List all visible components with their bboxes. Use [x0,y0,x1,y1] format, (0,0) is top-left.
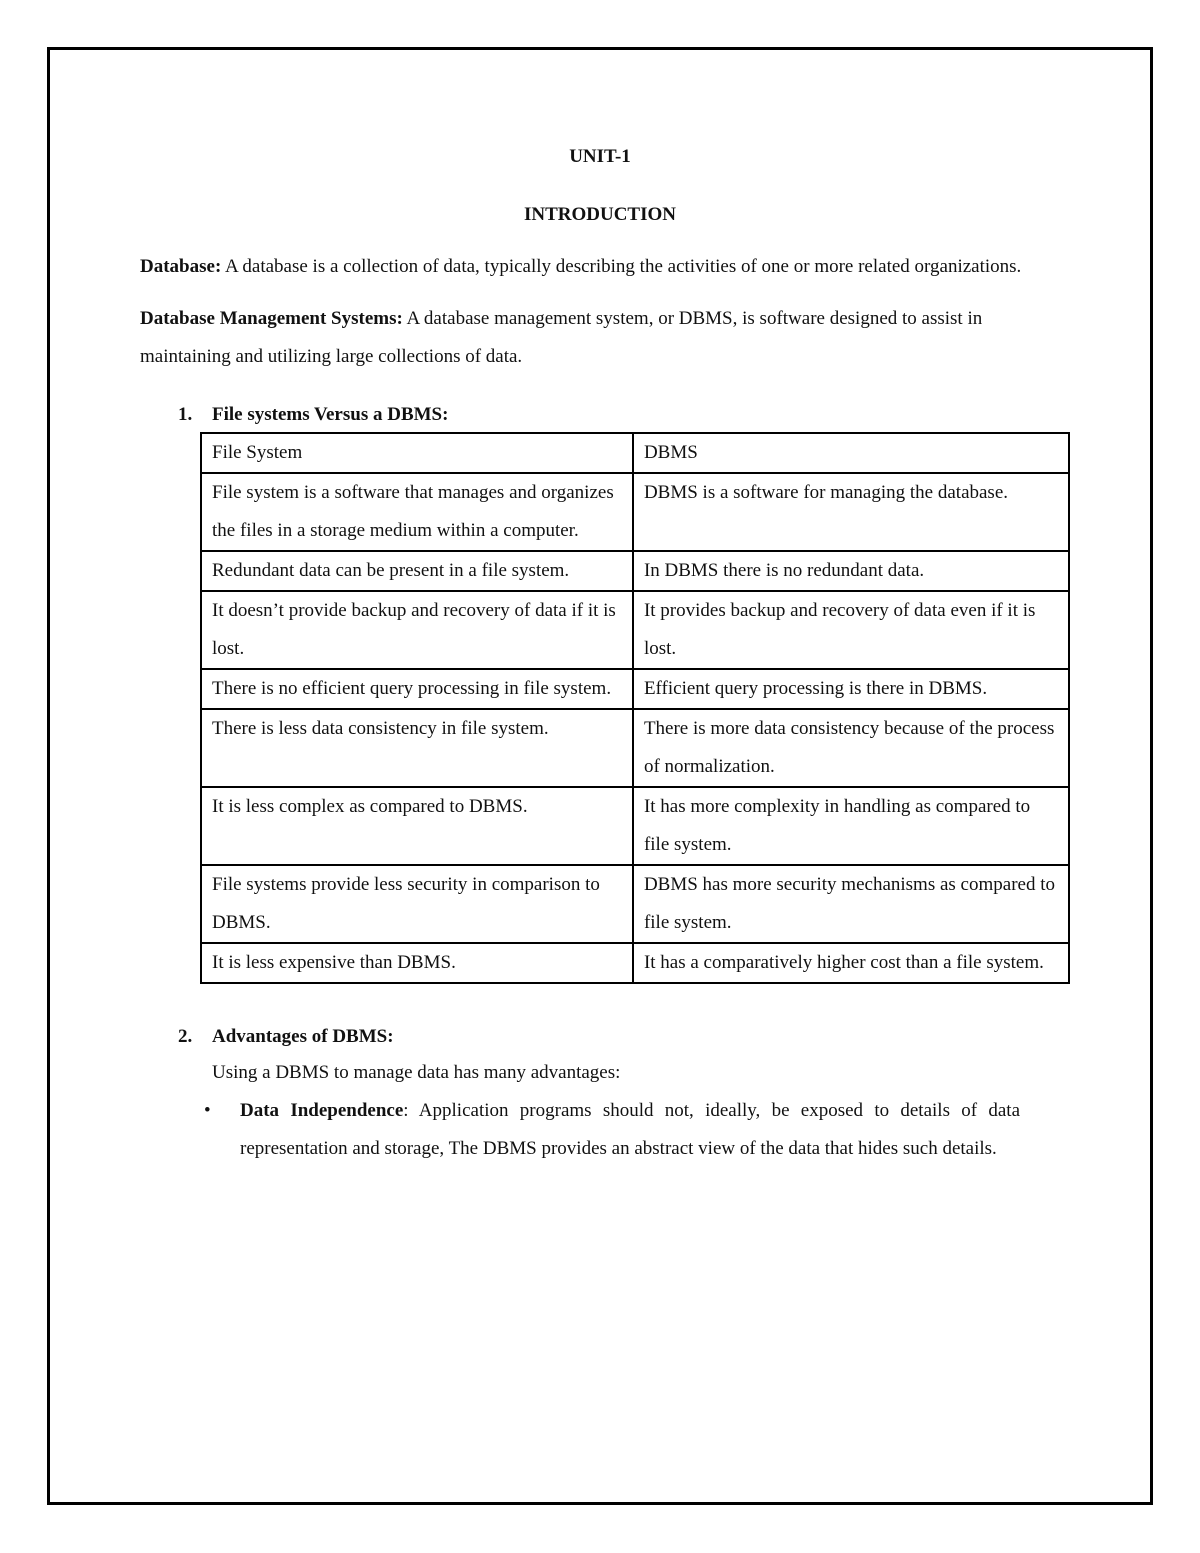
table-row [201,943,1069,983]
dbms-term: Database Management Systems: [140,308,403,329]
advantages-intro: Using a DBMS to manage data has many advantages: [212,1062,621,1083]
table-cell-dbms: There is more data consistency because of the process of normalization. [633,709,1069,787]
table-cell-file-system: Redundant data can be present in a file system. [201,551,633,591]
table-cell-dbms: It has a comparatively higher cost than a file system. [633,943,1069,983]
table-cell-dbms: It provides backup and recovery of data even if it is lost. [633,591,1069,669]
table-row [201,473,1069,551]
table-row [201,709,1069,787]
table-cell-dbms: DBMS has more security mechanisms as compared to file system. [633,865,1069,943]
table-cell-file-system: It is less complex as compared to DBMS. [201,787,633,865]
table-cell-file-system: There is no efficient query processing in file system. [201,669,633,709]
section-2-number: 2. [178,1026,193,1047]
dbms-definition [140,300,1040,376]
section-1-number: 1. [178,404,193,425]
table-header-cell: File System [201,433,633,473]
dbms-definition-text: A database management system, or DBMS, is software designed to assist in maintaining and utilizing large collections of data. [140,308,983,367]
table-row [201,669,1069,709]
bullet-term: Data Independence [240,1100,404,1121]
comparison-table [200,432,1070,984]
database-term: Database: [140,256,222,277]
document-body [140,130,1070,1168]
database-definition-text: A database is a collection of data, typically describing the activities of one or more related organizations. [221,256,1022,277]
table-cell-file-system: It doesn’t provide backup and recovery of data if it is lost. [201,591,633,669]
table-header-cell: DBMS [633,433,1069,473]
unit-title: UNIT-1 [569,146,631,167]
table-cell-dbms: Efficient query processing is there in DBMS. [633,669,1069,709]
bullet-dot-icon: • [204,1100,211,1121]
section-2-heading-text: Advantages of DBMS: [212,1026,394,1047]
table-cell-file-system: File system is a software that manages and organizes the files in a storage medium within a computer. [201,473,633,551]
table-row [201,865,1069,943]
list-item [204,1092,1021,1168]
table-cell-dbms: DBMS is a software for managing the database. [633,473,1069,551]
section-title: INTRODUCTION [523,204,677,225]
table-row [201,591,1069,669]
table-cell-file-system: File systems provide less security in comparison to DBMS. [201,865,633,943]
table-header-row [201,433,1069,473]
table-row [201,551,1069,591]
table-cell-dbms: In DBMS there is no redundant data. [633,551,1069,591]
table-cell-file-system: There is less data consistency in file system. [201,709,633,787]
table-cell-file-system: It is less expensive than DBMS. [201,943,633,983]
section-2-heading [178,1020,1070,1054]
section-1-heading [178,398,1070,432]
database-definition [140,248,1040,286]
bullet-text: : Application programs should not, ideally, be exposed to details of data representation and storage, The DBMS provides an abstract view of the data that hides such details. [240,1100,1021,1159]
table-cell-dbms: It has more complexity in handling as compared to file system. [633,787,1069,865]
section-1-heading-text: File systems Versus a DBMS: [212,404,449,425]
table-row [201,787,1069,865]
